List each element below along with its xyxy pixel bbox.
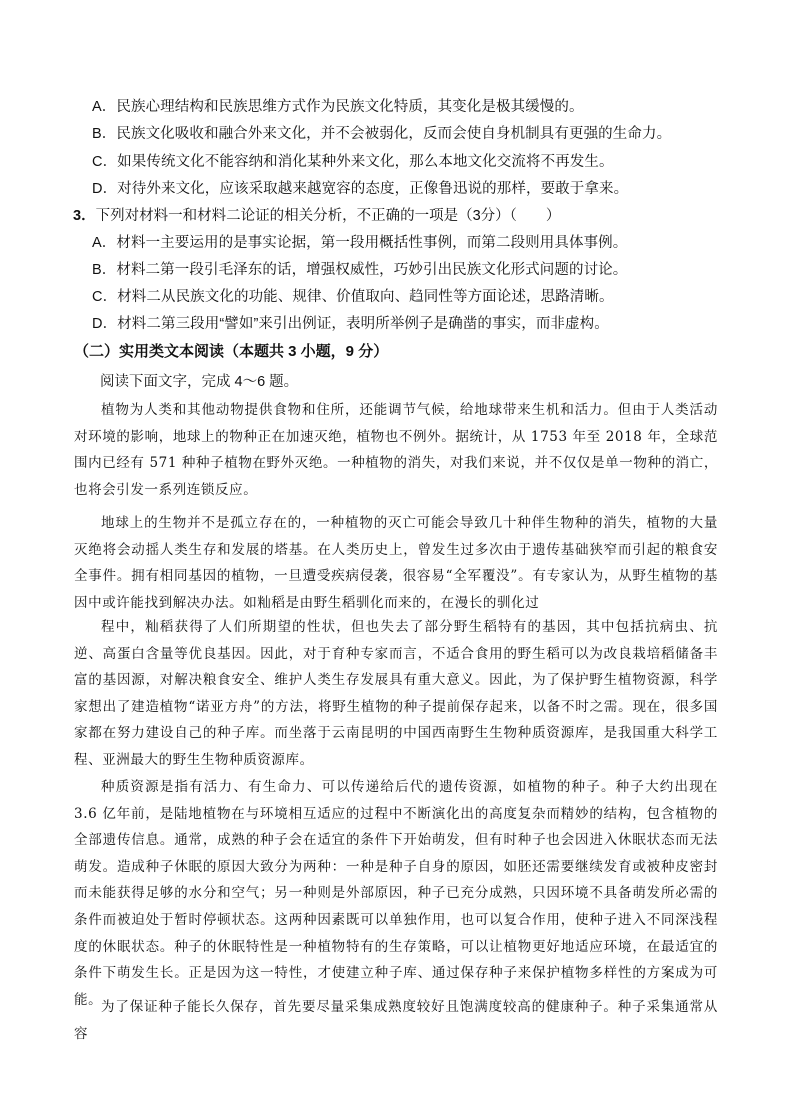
instruction: 阅读下面文字，完成 4～6 题。 — [100, 374, 299, 390]
paragraph-2: 地球上的生物并不是孤立存在的，一种植物的灭亡可能会导致几十种伴生物种的消失，植物的大量灭绝将会动摇人类生存和发展的塔基。在人类历史上，曾发生过多次由于遗传基础狭窄而引起的粮食安全事件。拥有相同基因的植物，一旦遭受疾病侵袭，很容易“全军覆没”。有专家认为，从野生植物的基因中或许能找到解决办法。如籼稻是由野生稻驯化而来的，在漫长的驯化过 — [74, 515, 718, 611]
option-3d — [92, 314, 609, 334]
option-letter: D． — [92, 181, 118, 197]
option-letter: B． — [92, 262, 117, 278]
option-text: 材料二从民族文化的功能、规律、价值取向、趋同性等方面论述，思路清晰。 — [117, 289, 614, 305]
option-text: 材料二第三段用“譬如”来引出例证，表明所举例子是确凿的事实，而非虚构。 — [117, 316, 609, 332]
option-letter: C． — [92, 289, 118, 305]
section-title: （二）实用类文本阅读（本题共 3 小题，9 分） — [74, 343, 389, 360]
option-2a — [92, 97, 584, 117]
option-2c — [92, 152, 614, 172]
option-3c — [92, 287, 614, 307]
paragraph-5: 为了保证种子能长久保存，首先要尽量采集成熟度较好且饱满度较高的健康种子。种子采集通常从容 — [74, 999, 718, 1042]
option-text: 民族文化吸收和融合外来文化，并不会被弱化，反而会使自身机制具有更强的生命力。 — [116, 126, 672, 142]
option-letter: A． — [92, 99, 117, 115]
option-2b — [92, 124, 671, 144]
question-text: 下列对材料一和材料二论证的相关分析，不正确的一项是（3分）（ ） — [95, 208, 561, 224]
question-3 — [73, 206, 560, 226]
option-3a — [92, 233, 627, 253]
paragraph-4: 种质资源是指有活力、有生命力、可以传递给后代的遗传资源，如植物的种子。种子大约出现在 3.6 亿年前，是陆地植物在与环境相互适应的过程中不断演化出的高度复杂而精妙的结构，包含植物的全部遗传信息。通常，成熟的种子会在适宜的条件下开始萌发，但有时种子也会因进入休眠状态而无法萌发。造成种子休眠的原因大致分为两种：一种是种子自身的原因，如胚还需要继续发育或被种皮密封而未能获得足够的水分和空气；另一种则是外部原因，种子已充分成熟，只因环境不具备萌发所必需的条件而被迫处于暂时停顿状态。这两种因素既可以单独作用，也可以复合作用，使种子进入不同深浅程度的休眠状态。种子的休眠特性是一种植物特有的生存策略，可以让植物更好地适应环境，在最适宜的条件下萌发生长。正是因为这一特性，才使建立种子库、通过保存种子来保护植物多样性的方案成为可能。 — [74, 779, 718, 1008]
option-2d — [92, 179, 628, 199]
question-number: 3． — [73, 208, 96, 224]
option-letter: D． — [92, 316, 118, 332]
option-letter: C． — [92, 154, 118, 170]
option-text: 对待外来文化，应该采取越来越宽容的态度，正像鲁迅说的那样，要敢于拿来。 — [117, 181, 629, 197]
option-text: 材料一主要运用的是事实论据，第一段用概括性事例，而第二段则用具体事例。 — [116, 235, 628, 251]
option-letter: B． — [92, 126, 117, 142]
option-3b — [92, 260, 627, 280]
paragraph-1: 植物为人类和其他动物提供食物和住所，还能调节气候，给地球带来生机和活力。但由于人类活动对环境的影响，地球上的物种正在加速灭绝，植物也不例外。据统计，从 1753 年至 2018 年，全球范围内已经有 571 种种子植物在野外灭绝。一种植物的消失，对我们来说，并不仅仅是单一物种的消亡，也将会引发一系列连锁反应。 — [74, 402, 718, 498]
option-letter: A． — [92, 235, 117, 251]
option-text: 民族心理结构和民族思维方式作为民族文化特质，其变化是极其缓慢的。 — [116, 99, 584, 115]
option-text: 材料二第一段引毛泽东的话，增强权威性，巧妙引出民族文化形式问题的讨论。 — [116, 262, 628, 278]
paragraph-3: 程中，籼稻获得了人们所期望的性状，但也失去了部分野生稻特有的基因，其中包括抗病虫、抗逆、高蛋白含量等优良基因。因此，对于育种专家而言，不适合食用的野生稻可以为改良栽培稻储备丰富的基因源，对解决粮食安全、维护人类生存发展具有重大意义。因此，为了保护野生植物资源，科学家想出了建造植物“诺亚方舟”的方法，将野生植物的种子提前保存起来，以备不时之需。现在，很多国家都在努力建设自己的种子库。而坐落于云南昆明的中国西南野生生物种质资源库，是我国重大科学工程、亚洲最大的野生生物种质资源库。 — [74, 619, 718, 768]
option-text: 如果传统文化不能容纳和消化某种外来文化，那么本地文化交流将不再发生。 — [117, 154, 614, 170]
